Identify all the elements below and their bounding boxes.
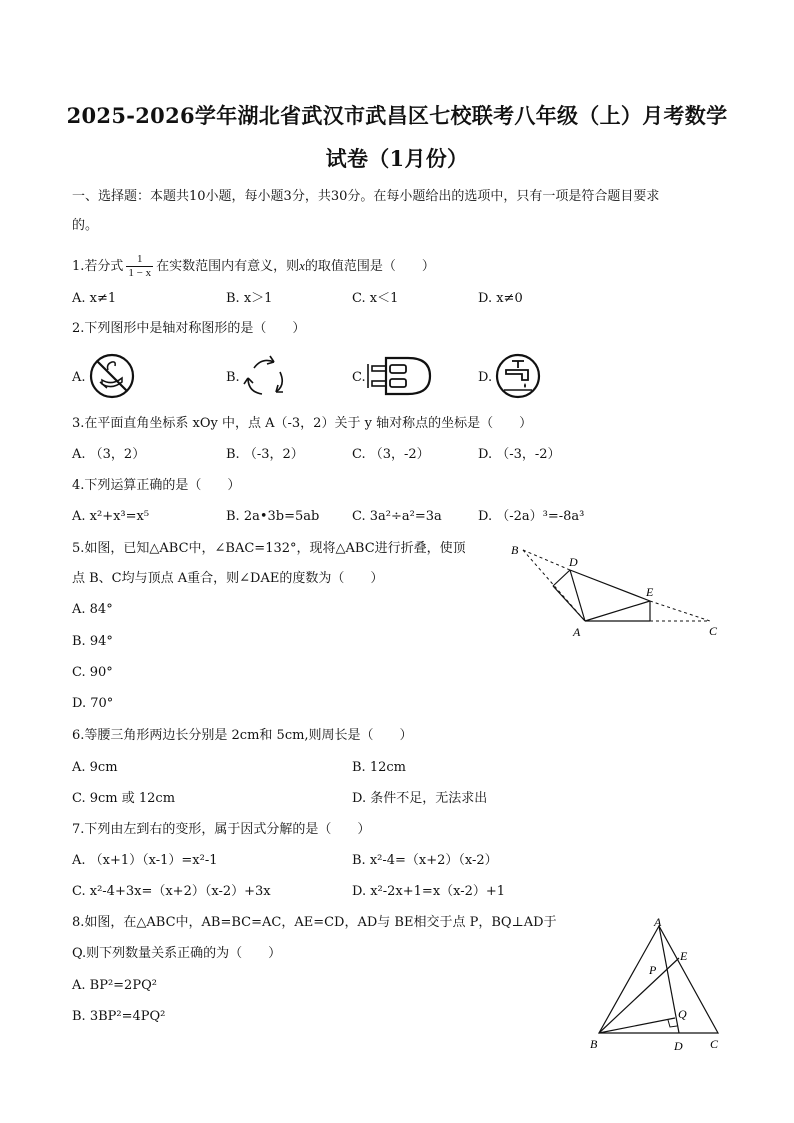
q8-label-c: C	[710, 1037, 719, 1051]
q7-option-a[interactable]: A. （x+1）（x-1）=x²-1	[72, 853, 218, 868]
q8-label-b: B	[590, 1037, 598, 1051]
q8-triangle-figure	[580, 914, 730, 1056]
q5-label-e: E	[646, 585, 654, 599]
q8-label-e: E	[680, 949, 688, 963]
q1-option-a[interactable]: A. x≠1	[72, 291, 117, 306]
q4-option-b[interactable]: B. 2a•3b=5ab	[226, 509, 320, 524]
q8-label-d: D	[674, 1039, 683, 1053]
question-1-stem	[72, 253, 435, 280]
question-4-stem: 4.下列运算正确的是（ ）	[72, 478, 241, 493]
q1-fraction-numerator: 1	[126, 253, 153, 267]
q8-label-p: P	[649, 963, 657, 977]
exam-title-line2: 试卷（1月份）	[325, 146, 469, 171]
q4-option-c[interactable]: C. 3a²÷a²=3a	[352, 509, 442, 524]
question-6-stem: 6.等腰三角形两边长分别是 2cm和 5cm,则周长是（ ）	[72, 728, 413, 743]
q3-option-d[interactable]: D. （-3，-2）	[478, 447, 561, 462]
q1-fraction	[126, 253, 153, 280]
q1-fraction-denominator: 1 − x	[128, 267, 152, 279]
exam-title-line1: 2025-2026学年湖北省武汉市武昌区七校联考八年级（上）月考数学	[66, 103, 728, 128]
q5-label-b: B	[511, 543, 519, 557]
q6-option-b[interactable]: B. 12cm	[352, 760, 406, 775]
q2-option-b-label[interactable]: B.	[226, 370, 240, 385]
no-smoking-icon[interactable]	[88, 352, 136, 400]
q5-label-a: A	[573, 625, 581, 639]
q6-option-d[interactable]: D. 条件不足，无法求出	[352, 791, 488, 806]
q7-option-b[interactable]: B. x²-4=（x+2）（x-2）	[352, 853, 498, 868]
recycle-arrows-icon[interactable]	[240, 352, 290, 400]
q8-option-a[interactable]: A. BP²=2PQ²	[72, 978, 157, 993]
faucet-icon[interactable]	[494, 352, 542, 400]
q1-option-d[interactable]: D. x≠0	[478, 291, 523, 306]
section-header-line1: 一、选择题：本题共10小题，每小题3分，共30分。在每小题给出的选项中，只有一项是符合题目要求	[72, 189, 660, 204]
q4-option-a[interactable]: A. x²+x³=x⁵	[72, 509, 150, 524]
q8-option-b[interactable]: B. 3BP²=4PQ²	[72, 1009, 166, 1024]
plug-icon[interactable]	[366, 354, 434, 398]
q8-label-q: Q	[678, 1007, 687, 1021]
q3-option-c[interactable]: C. （3，-2）	[352, 447, 430, 462]
question-7-stem: 7.下列由左到右的变形，属于因式分解的是（ ）	[72, 822, 371, 837]
q5-option-a[interactable]: A. 84°	[72, 602, 113, 617]
q5-option-b[interactable]: B. 94°	[72, 634, 113, 649]
q6-option-c[interactable]: C. 9cm 或 12cm	[72, 791, 176, 806]
q7-option-c[interactable]: C. x²-4+3x=（x+2）（x-2）+3x	[72, 884, 271, 899]
q4-option-d[interactable]: D. （-2a）³=-8a³	[478, 509, 585, 524]
q3-option-b[interactable]: B. （-3，2）	[226, 447, 304, 462]
question-3-stem: 3.在平面直角坐标系 xOy 中，点 A（-3，2）关于 y 轴对称点的坐标是（ ）	[72, 416, 533, 431]
q5-option-d[interactable]: D. 70°	[72, 696, 114, 711]
q6-option-a[interactable]: A. 9cm	[72, 760, 118, 775]
q1-variable: x	[299, 258, 305, 273]
q5-label-c: C	[709, 624, 718, 638]
q1-option-b[interactable]: B. x＞1	[226, 291, 273, 306]
q2-option-d-label[interactable]: D.	[478, 370, 493, 385]
question-5-stem-line2: 点 B、C均与顶点 A重合，则∠DAE的度数为（ ）	[72, 571, 384, 586]
q1-post-b: 的取值范围是（ ）	[304, 259, 435, 274]
section-header-line2: 的。	[72, 218, 99, 233]
q2-option-c-label[interactable]: C.	[352, 370, 366, 385]
question-8-stem-line1: 8.如图，在△ABC中，AB=BC=AC，AE=CD，AD与 BE相交于点 P，BQ⊥AD于	[72, 915, 557, 930]
question-2-stem: 2.下列图形中是轴对称图形的是（ ）	[72, 321, 306, 336]
q5-label-d: D	[569, 555, 578, 569]
q5-fold-figure	[505, 538, 730, 642]
q1-option-c[interactable]: C. x＜1	[352, 291, 399, 306]
q7-option-d[interactable]: D. x²-2x+1=x（x-2）+1	[352, 884, 506, 899]
q3-option-a[interactable]: A. （3，2）	[72, 447, 146, 462]
q1-post-a: 在实数范围内有意义，则	[156, 259, 300, 274]
q1-pre: 1.若分式	[72, 259, 124, 274]
question-8-stem-line2: Q.则下列数量关系正确的为（ ）	[72, 946, 282, 961]
question-5-stem-line1: 5.如图，已知△ABC中，∠BAC=132°，现将△ABC进行折叠，使顶	[72, 541, 466, 556]
q8-label-a: A	[654, 915, 662, 929]
q5-option-c[interactable]: C. 90°	[72, 665, 113, 680]
q2-option-a-label[interactable]: A.	[72, 370, 86, 385]
